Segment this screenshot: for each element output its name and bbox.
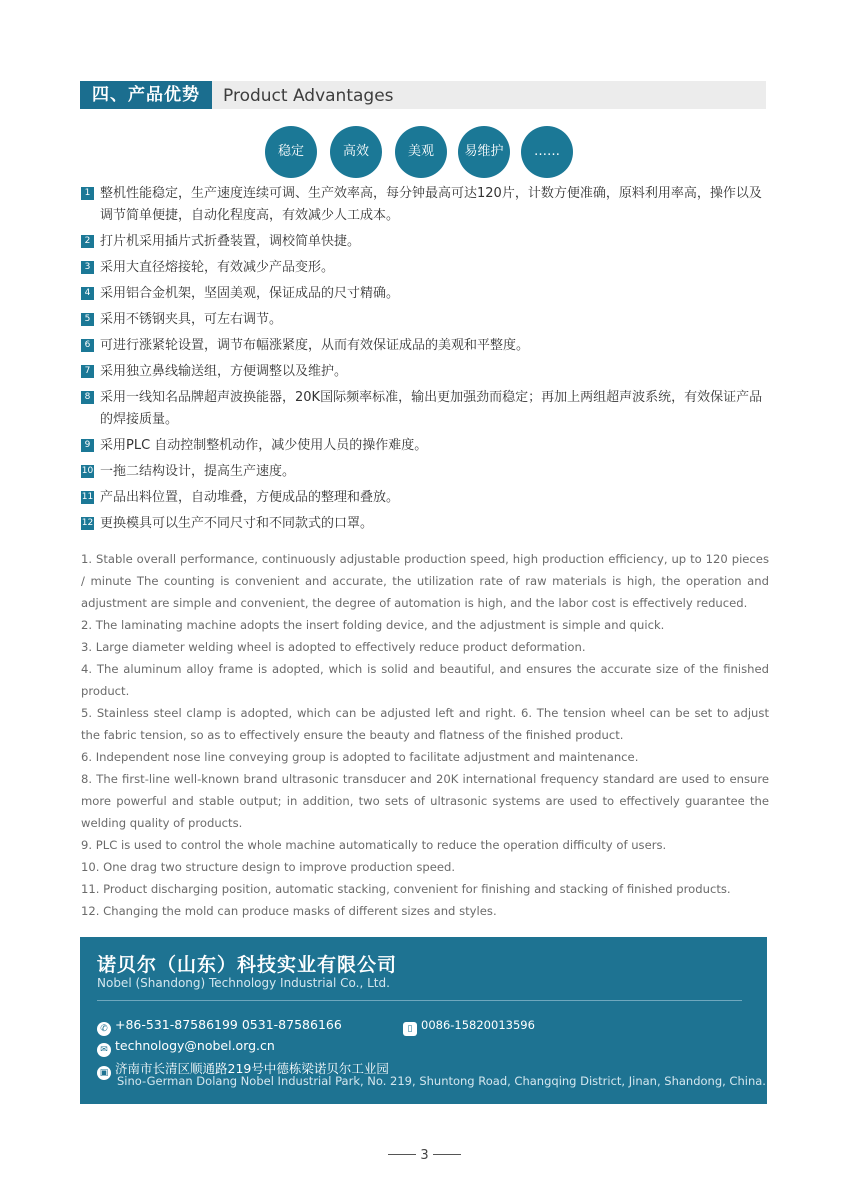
item-number: 10	[81, 466, 94, 476]
page-number-rule-right	[433, 1154, 461, 1155]
advantage-badge-maintainable: 易维护	[458, 126, 510, 178]
list-item	[81, 513, 771, 535]
list-item: 4. The aluminum alloy frame is adopted, which is solid and beautiful, and ensures the accurate size of the finished product.	[81, 662, 769, 698]
feature-list-en	[81, 548, 769, 922]
list-item: 11. Product discharging position, automatic stacking, convenient for finishing and stacking of finished products.	[81, 882, 731, 896]
list-item: 8. The first-line well-known brand ultrasonic transducer and 20K international frequency standard are used to ensure more powerful and stable output; in addition, two sets of ultrasonic systems are used to effectively guarantee the welding quality of products.	[81, 772, 769, 830]
list-item: 10. One drag two structure design to improve production speed.	[81, 860, 456, 874]
list-item	[81, 335, 771, 357]
address-cn: 济南市长清区顺通路219号中德栋梁诺贝尔工业园	[115, 1061, 389, 1076]
list-item: 9. PLC is used to control the whole machine automatically to reduce the operation difficulty of users.	[81, 838, 667, 852]
advantage-badge-efficient: 高效	[330, 126, 382, 178]
item-number: 11	[81, 492, 94, 502]
list-item	[81, 257, 771, 279]
mobile-row	[403, 1017, 535, 1036]
company-footer	[80, 937, 767, 1104]
section-title-en: Product Advantages	[223, 86, 394, 106]
list-item: 2. The laminating machine adopts the insert folding device, and the adjustment is simple and quick.	[81, 618, 665, 632]
section-title-cn: 四、产品优势	[80, 81, 212, 109]
item-text: 采用独立鼻线输送组，方便调整以及维护。	[100, 364, 348, 379]
page-number	[0, 1148, 849, 1163]
item-number: 5	[81, 313, 94, 326]
list-item: 6. Independent nose line conveying group is adopted to facilitate adjustment and maintenance.	[81, 750, 639, 764]
phone-icon: ✆	[97, 1022, 111, 1036]
page-number-value: 3	[420, 1148, 429, 1163]
item-text: 整机性能稳定，生产速度连续可调、生产效率高，每分钟最高可达120片，计数方便准确，原料利用率高，操作以及调节简单便捷，自动化程度高，有效减少人工成本。	[100, 186, 762, 223]
list-item	[81, 387, 771, 431]
item-number: 3	[81, 261, 94, 274]
list-item	[81, 487, 771, 509]
item-text: 产品出料位置，自动堆叠，方便成品的整理和叠放。	[100, 490, 400, 505]
item-number: 12	[81, 518, 94, 528]
item-text: 更换模具可以生产不同尺寸和不同款式的口罩。	[100, 516, 374, 531]
list-item: 12. Changing the mold can produce masks of different sizes and styles.	[81, 904, 497, 918]
list-item	[81, 231, 771, 253]
advantage-badge-stable: 稳定	[265, 126, 317, 178]
list-item	[81, 361, 771, 383]
item-text: 一拖二结构设计，提高生产速度。	[100, 464, 296, 479]
advantage-badge-more: ……	[521, 126, 573, 178]
item-text: 采用不锈钢夹具，可左右调节。	[100, 312, 283, 327]
list-item	[81, 283, 771, 305]
item-number: 7	[81, 365, 94, 378]
page-number-rule-left	[388, 1154, 416, 1155]
section-header	[80, 81, 766, 109]
list-item	[81, 461, 771, 483]
list-item: 5. Stainless steel clamp is adopted, which can be adjusted left and right. 6. The tension wheel can be set to adjust the fabric tension, so as to effectively ensure the beauty and flatness of the finished product.	[81, 706, 769, 742]
item-text: 采用一线知名品牌超声波换能器，20K国际频率标准，输出更加强劲而稳定；再加上两组超声波系统，有效保证产品的焊接质量。	[100, 390, 763, 427]
email-link[interactable]: technology@nobel.org.cn	[115, 1038, 275, 1053]
company-name-en: Nobel (Shandong) Technology Industrial Co., Ltd.	[97, 976, 390, 990]
feature-list-cn	[81, 183, 771, 539]
item-number: 4	[81, 287, 94, 300]
item-text: 可进行涨紧轮设置，调节布幅涨紧度，从而有效保证成品的美观和平整度。	[100, 338, 530, 353]
mobile-phone-icon: ▯	[403, 1022, 417, 1036]
item-number: 9	[81, 439, 94, 452]
item-text: 采用大直径熔接轮，有效减少产品变形。	[100, 260, 335, 275]
list-item: 3. Large diameter welding wheel is adopted to effectively reduce product deformation.	[81, 640, 586, 654]
list-item	[81, 309, 771, 331]
building-icon: ▣	[97, 1066, 111, 1080]
email-icon: ✉	[97, 1043, 111, 1057]
advantage-badges	[0, 126, 849, 178]
address-en: Sino-German Dolang Nobel Industrial Park, No. 219, Shuntong Road, Changqing District, Jinan, Shandong, China.	[117, 1074, 766, 1088]
item-text: 采用PLC 自动控制整机动作，减少使用人员的操作难度。	[100, 438, 428, 453]
phone-numbers: +86-531-87586199 0531-87586166	[115, 1017, 342, 1032]
item-text: 打片机采用插片式折叠装置，调校简单快捷。	[100, 234, 361, 249]
footer-divider	[97, 1000, 742, 1001]
company-name-cn: 诺贝尔（山东）科技实业有限公司	[97, 954, 398, 976]
list-item	[81, 435, 771, 457]
phone-row	[97, 1017, 342, 1036]
item-text: 采用铝合金机架，坚固美观，保证成品的尺寸精确。	[100, 286, 400, 301]
item-number: 2	[81, 235, 94, 248]
item-number: 1	[81, 187, 94, 200]
list-item: 1. Stable overall performance, continuously adjustable production speed, high production efficiency, up to 120 pieces / minute The counting is convenient and accurate, the utilization rate of raw materials is high, the operation and adjustment are simple and convenient, the degree of automation is high, and the labor cost is effectively reduced.	[81, 552, 769, 610]
mobile-number: 0086-15820013596	[421, 1018, 535, 1032]
item-number: 8	[81, 391, 94, 404]
email-row	[97, 1038, 275, 1057]
item-number: 6	[81, 339, 94, 352]
advantage-badge-beautiful: 美观	[395, 126, 447, 178]
list-item	[81, 183, 771, 227]
